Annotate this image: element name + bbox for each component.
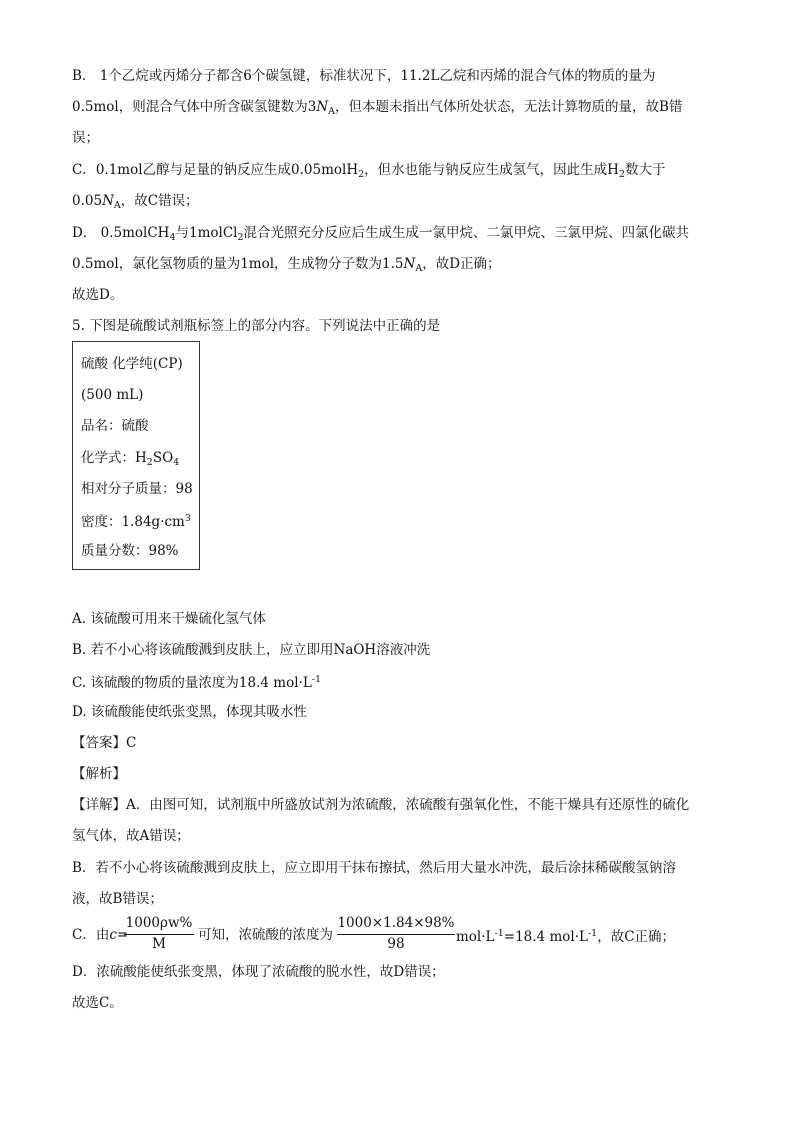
fraction-concentration-value [337,917,455,951]
option-b: B. 若不小心将该硫酸溅到皮肤上，应立即用NaOH溶液冲洗 [72,642,431,658]
label-line-6: 密度：$1.84g\cdot cm^3$ [81,513,191,530]
analysis-d-line: D．浓硫酸能使纸张变黑，体现了浓硫酸的脱水性，故D错误； [72,964,445,980]
label-line-5: 相对分子质量：98 [81,481,193,497]
label-line-1: 硫酸 化学纯(CP) [81,356,183,372]
document-page [72,0,732,1123]
analysis-conclusion: 故选C。 [72,995,123,1011]
section-d-line-2: 0.5mol，氯化氢物质的量为1mol，生成物分子数为$1.5N_A$，故D正确； [72,256,501,274]
label-line-3: 品名：硫酸 [81,418,149,434]
section-b-line-3: 误； [72,130,99,146]
fraction-2-denominator: 98 [387,935,405,952]
label-line-2: (500 mL) [81,387,144,403]
fraction-concentration-formula [124,917,194,951]
fraction-1-denominator: M [152,935,166,952]
analysis-a-line-1: 【详解】A．由图可知，试剂瓶中所盛放试剂为浓硫酸，浓硫酸有强氧化性，不能干燥具有还原性的硫化 [72,797,690,813]
analysis-c-middle: 可知，浓硫酸的浓度为 [198,927,333,943]
label-line-4: 化学式：$H_2SO_4$ [81,450,180,468]
detail-tag: 【详解】 [72,797,126,813]
analysis-tag: 【解析】 [72,766,126,782]
section-c-line-2: $0.05N_A$，故C错误； [72,193,199,211]
section-b-line-1: B． 1个乙烷或丙烯分子都含6个碳氢键，标准状况下，11.2L乙烷和丙烯的混合气体的物质的量为 [72,68,656,84]
option-c: C. 该硫酸的物质的量浓度为18.4 $mol\cdot L^{-1}$ [72,674,322,691]
label-line-7: 质量分数：98% [81,543,179,559]
fraction-1-numerator: 1000ρw% [125,915,193,931]
analysis-a-line-2: 氢气体，故A错误； [72,828,190,844]
fraction-2-bar [337,934,455,935]
section-b-line-2: 0.5mol，则混合气体中所含碳氢键数为$3N_A$，但本题未指出气体所处状态，无法计算物质的量，故B错 [72,99,683,117]
answer-tag: 【答案】 [72,735,126,751]
analysis-c-prefix: C．由c= [72,927,129,943]
section-d-conclusion: 故选D。 [72,287,124,303]
option-a: A. 该硫酸可用来干燥硫化氢气体 [72,611,266,627]
option-d: D. 该硫酸能使纸张变黑，体现其吸水性 [72,704,307,720]
question-stem: 5. 下图是硫酸试剂瓶标签上的部分内容。下列说法中正确的是 [72,318,441,334]
fraction-1-bar [124,934,194,935]
analysis-b-line-1: B．若不小心将该硫酸溅到皮肤上，应立即用干抹布擦拭，然后用大量水冲洗，最后涂抹稀碳酸氢钠溶 [72,860,676,876]
fraction-2-numerator: 1000×1.84×98% [337,915,455,931]
answer-value: C [126,735,137,751]
section-c-line-1: C．0.1mol乙醇与足量的钠反应生成0.05molH$_2$，但水也能与钠反应生成氢气，因此生成$H_2$数大于 [72,162,666,180]
section-d-line-1: D． 0.5molCH$_4$与1molCl$_2$混合光照充分反应后生成生成一氯甲烷、二氯甲烷、三氯甲烷、四氯化碳共 [72,225,690,243]
reagent-label-box [72,341,200,570]
analysis-b-line-2: 液，故B错误； [72,891,163,907]
answer-line [72,737,136,751]
analysis-c-result: $mol\cdot L^{-1}=18.4$ $mol\cdot L^{-1}$，故C正确； [456,928,676,945]
